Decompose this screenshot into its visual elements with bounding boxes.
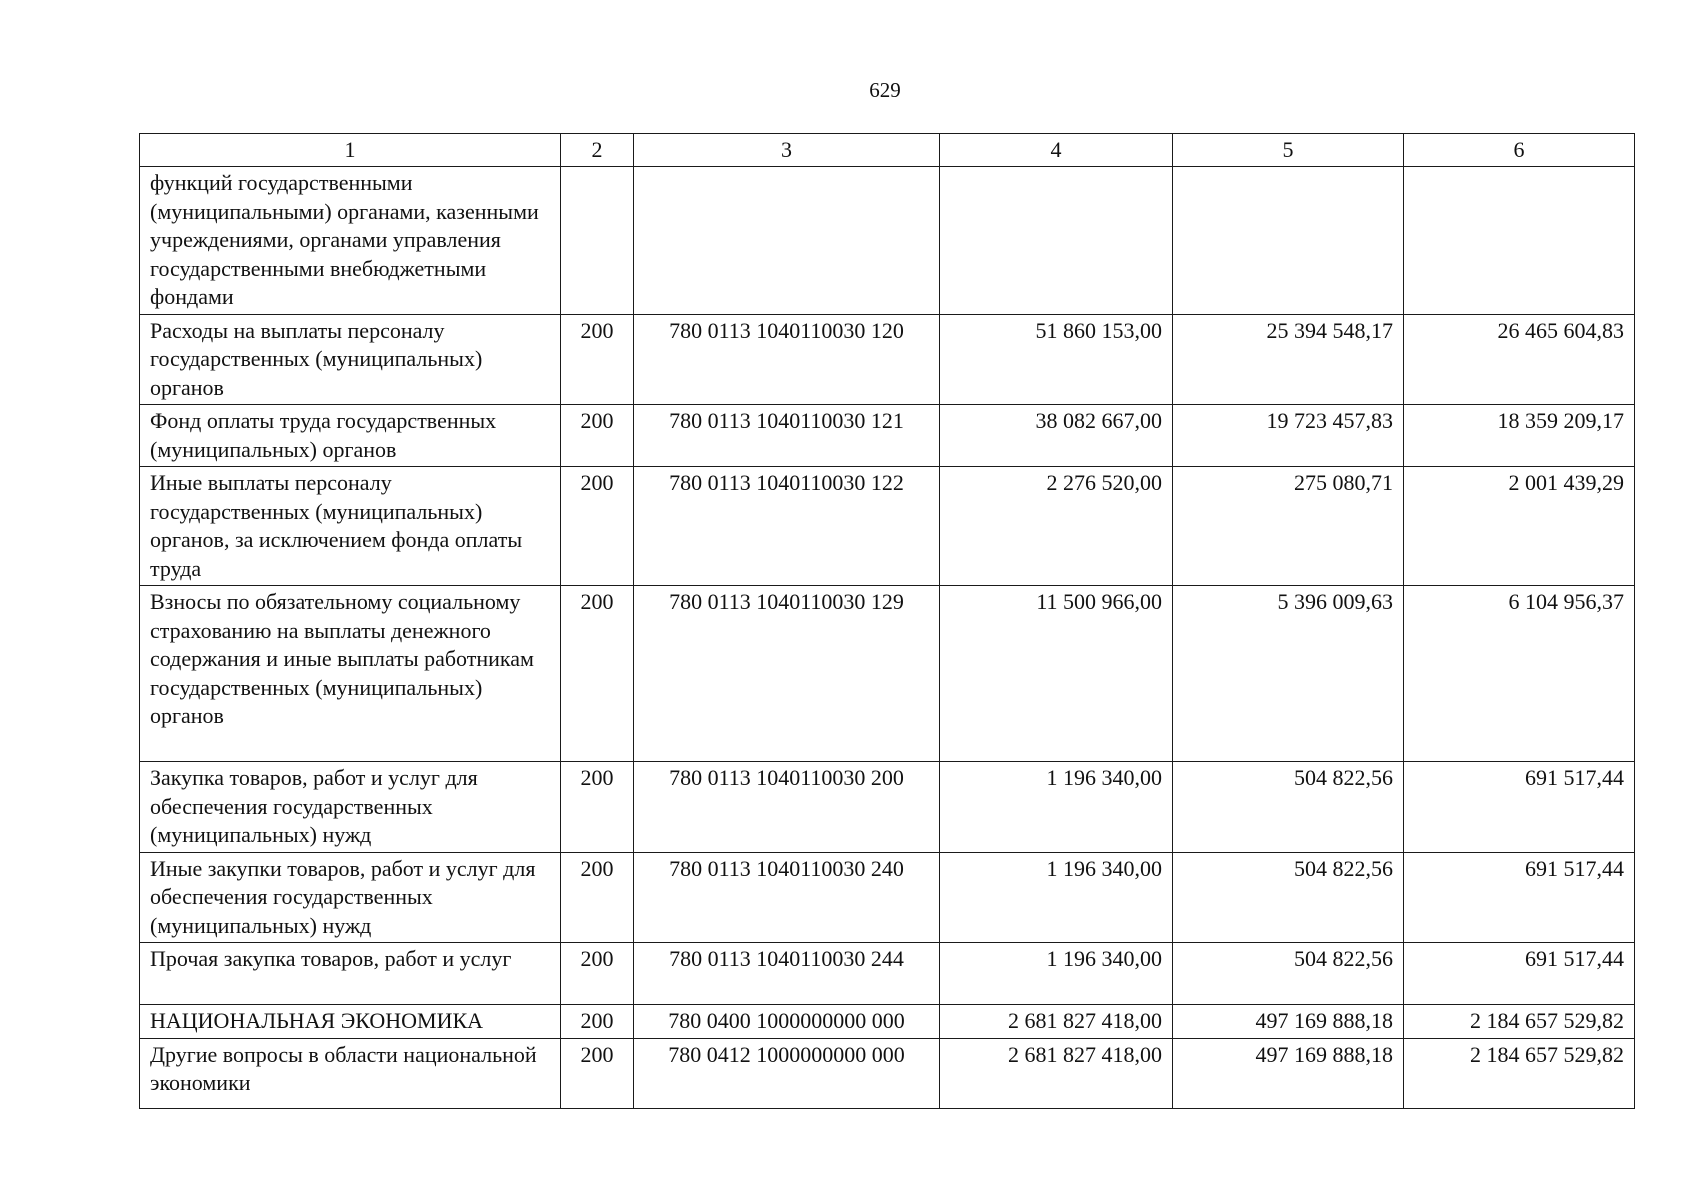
row-code-cell: 780 0113 1040110030 240 [634,852,940,943]
row-col2-cell: 200 [561,762,634,853]
table-row [140,405,1635,467]
column-header: 5 [1173,134,1404,167]
row-col4-cell: 11 500 966,00 [940,586,1173,762]
row-col6-cell [1404,167,1635,315]
column-header: 1 [140,134,561,167]
row-code-cell: 780 0113 1040110030 244 [634,943,940,1005]
header-row [140,134,1635,167]
row-col6-cell: 691 517,44 [1404,762,1635,853]
row-col6-cell: 2 184 657 529,82 [1404,1005,1635,1039]
row-col4-cell: 38 082 667,00 [940,405,1173,467]
table-row [140,852,1635,943]
row-code-cell: 780 0113 1040110030 120 [634,314,940,405]
column-header: 6 [1404,134,1635,167]
row-name-cell: Взносы по обязательному социальному страхованию на выплаты денежного содержания и иные выплаты работникам государственных (муниципальных) органов [140,586,561,762]
row-col2-cell: 200 [561,586,634,762]
row-name-cell: Фонд оплаты труда государственных (муниципальных) органов [140,405,561,467]
row-col4-cell: 2 276 520,00 [940,467,1173,586]
column-header: 3 [634,134,940,167]
row-col5-cell: 5 396 009,63 [1173,586,1404,762]
row-col5-cell: 25 394 548,17 [1173,314,1404,405]
row-col6-cell: 18 359 209,17 [1404,405,1635,467]
row-name-cell: Расходы на выплаты персоналу государственных (муниципальных) органов [140,314,561,405]
row-name-cell: Другие вопросы в области национальной экономики [140,1038,561,1108]
row-col4-cell: 51 860 153,00 [940,314,1173,405]
row-col2-cell: 200 [561,1005,634,1039]
row-col4-cell: 1 196 340,00 [940,943,1173,1005]
table-row [140,762,1635,853]
row-col6-cell: 2 184 657 529,82 [1404,1038,1635,1108]
row-col5-cell: 19 723 457,83 [1173,405,1404,467]
row-name-cell: Закупка товаров, работ и услуг для обеспечения государственных (муниципальных) нужд [140,762,561,853]
table-row [140,1038,1635,1108]
row-col5-cell: 504 822,56 [1173,762,1404,853]
row-col2-cell: 200 [561,467,634,586]
row-col4-cell: 2 681 827 418,00 [940,1038,1173,1108]
row-col6-cell: 6 104 956,37 [1404,586,1635,762]
column-header: 2 [561,134,634,167]
row-name-cell: НАЦИОНАЛЬНАЯ ЭКОНОМИКА [140,1005,561,1039]
row-code-cell: 780 0113 1040110030 121 [634,405,940,467]
row-name-cell: Иные выплаты персоналу государственных (муниципальных) органов, за исключением фонда оплаты труда [140,467,561,586]
table-row [140,167,1635,315]
row-col4-cell [940,167,1173,315]
row-col2-cell: 200 [561,943,634,1005]
row-code-cell: 780 0113 1040110030 200 [634,762,940,853]
row-col5-cell [1173,167,1404,315]
row-col2-cell: 200 [561,1038,634,1108]
row-col5-cell: 504 822,56 [1173,943,1404,1005]
row-col4-cell: 1 196 340,00 [940,762,1173,853]
table-row [140,467,1635,586]
budget-table [139,133,1635,1109]
row-col4-cell: 1 196 340,00 [940,852,1173,943]
table-row [140,586,1635,762]
row-col5-cell: 504 822,56 [1173,852,1404,943]
row-col2-cell: 200 [561,852,634,943]
row-col6-cell: 2 001 439,29 [1404,467,1635,586]
row-code-cell: 780 0113 1040110030 129 [634,586,940,762]
row-col5-cell: 497 169 888,18 [1173,1038,1404,1108]
row-code-cell: 780 0400 1000000000 000 [634,1005,940,1039]
row-col2-cell: 200 [561,405,634,467]
row-name-cell: Иные закупки товаров, работ и услуг для обеспечения государственных (муниципальных) нужд [140,852,561,943]
row-code-cell: 780 0412 1000000000 000 [634,1038,940,1108]
row-col2-cell [561,167,634,315]
table-row [140,1005,1635,1039]
table-row [140,314,1635,405]
table-row [140,943,1635,1005]
row-col6-cell: 691 517,44 [1404,852,1635,943]
row-col6-cell: 691 517,44 [1404,943,1635,1005]
row-col5-cell: 275 080,71 [1173,467,1404,586]
row-col6-cell: 26 465 604,83 [1404,314,1635,405]
row-col2-cell: 200 [561,314,634,405]
page-number: 629 [869,78,901,102]
row-code-cell [634,167,940,315]
row-col4-cell: 2 681 827 418,00 [940,1005,1173,1039]
row-col5-cell: 497 169 888,18 [1173,1005,1404,1039]
row-name-cell: Прочая закупка товаров, работ и услуг [140,943,561,1005]
row-code-cell: 780 0113 1040110030 122 [634,467,940,586]
row-name-cell: функций государственными (муниципальными) органами, казенными учреждениями, органами управления государственными внебюджетными фондами [140,167,561,315]
column-header: 4 [940,134,1173,167]
